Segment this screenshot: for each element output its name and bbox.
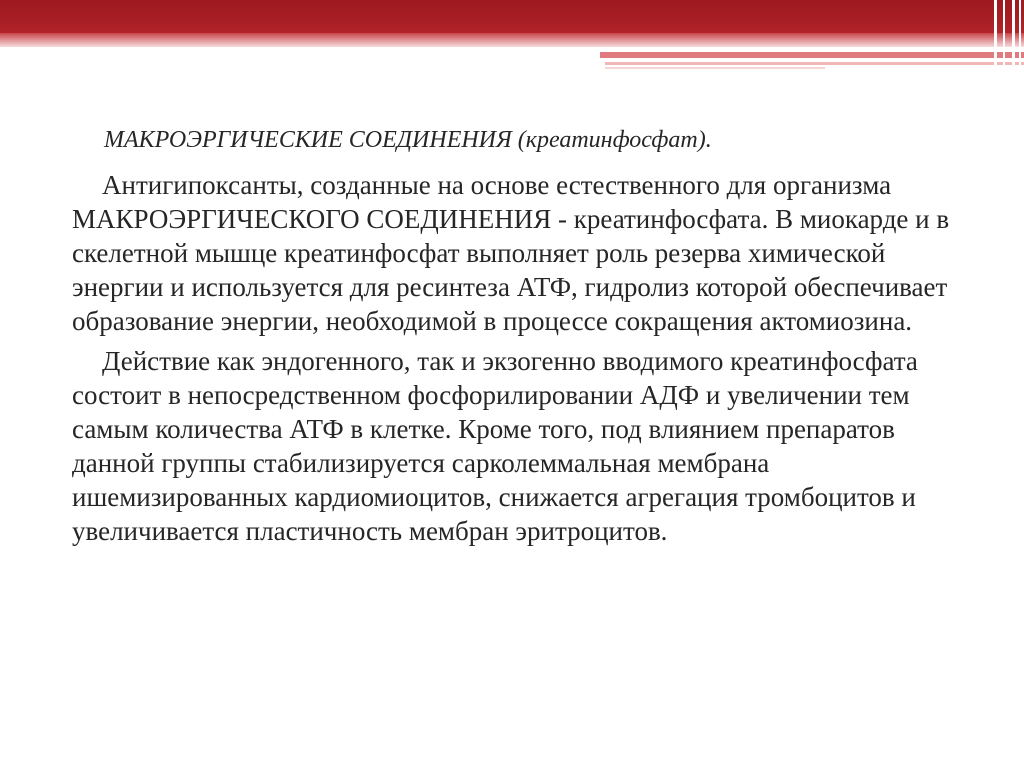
slide-heading: МАКРОЭРГИЧЕСКИЕ СОЕДИНЕНИЯ (креатинфосфат).	[104, 127, 712, 153]
body-paragraph: Антигипоксанты, созданные на основе естественного для организма МАКРОЭРГИЧЕСКОГО СОЕДИНЕНИЯ - креатинфосфата. В миокарде и в скелетной мышце креатинфосфат выполняет роль резерва химической энергии и используется для ресинтеза АТФ, гидролиз которой обеспечивает образование энергии, необходимой в процессе сокращения актомиозина.	[72, 170, 950, 336]
header-stripe	[1019, 0, 1021, 68]
body-paragraph: Действие как эндогенного, так и экзогенно вводимого креатинфосфата состоит в непосредственном фосфорилировании АДФ и увеличении тем самым количества АТФ в клетке. Кроме того, под влиянием препаратов данной группы стабилизируется сарколеммальная мембрана ишемизированных кардиомиоцитов, снижается агрегация тромбоцитов и увеличивается пластичность мембран эритроцитов.	[72, 346, 918, 546]
header-accent-line	[600, 52, 1024, 58]
slide-body	[72, 124, 962, 554]
header-stripe	[994, 0, 997, 68]
header-accent-line	[605, 67, 825, 69]
header-stripe	[1003, 0, 1005, 68]
header-accent-line	[605, 62, 1024, 65]
header-band	[0, 0, 1024, 33]
header-band-gradient	[0, 33, 1024, 47]
header-stripe	[1012, 0, 1015, 68]
